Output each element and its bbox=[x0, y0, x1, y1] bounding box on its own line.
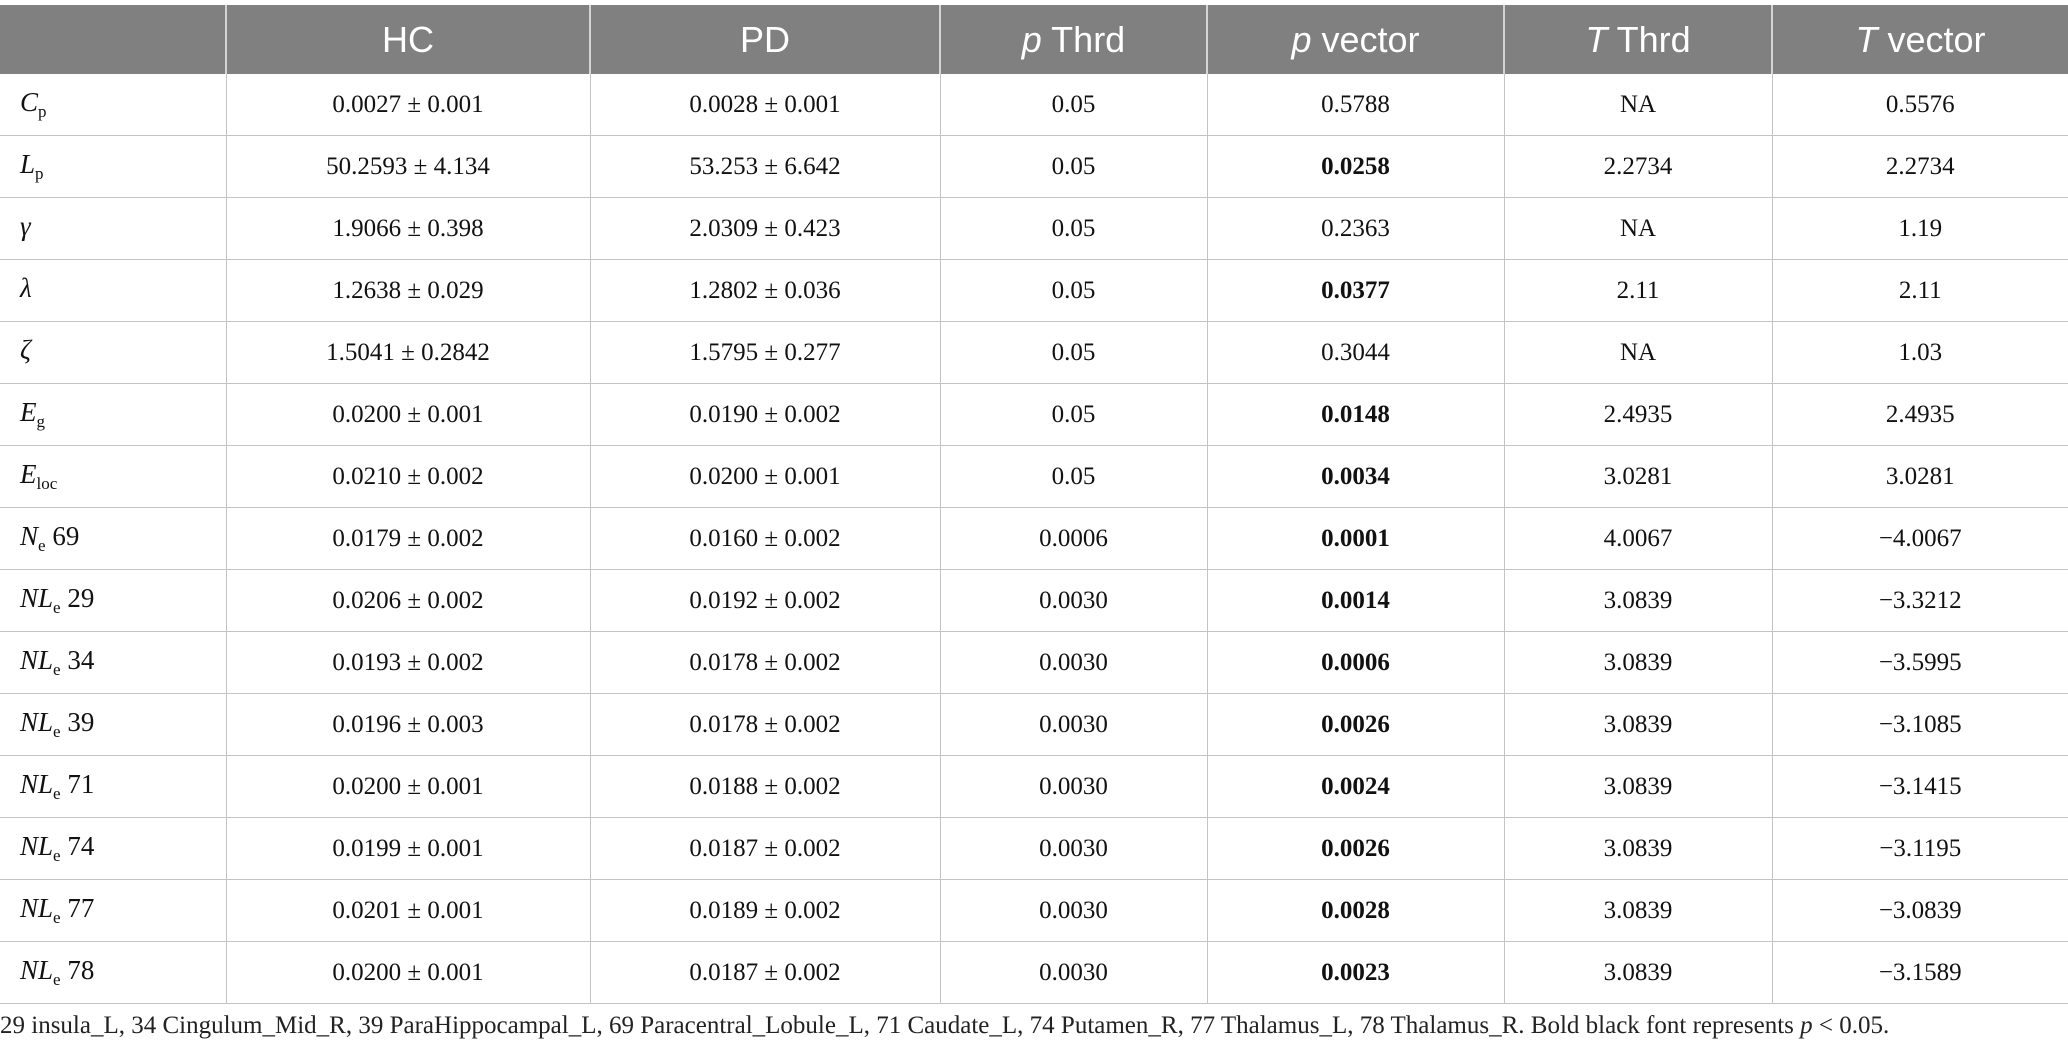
metric-symbol: NL bbox=[20, 769, 54, 799]
p-thrd-cell: 0.0030 bbox=[940, 942, 1207, 1004]
metric-symbol: NL bbox=[20, 955, 54, 985]
header-cell-p-vector: p vector bbox=[1207, 5, 1504, 74]
t-vector-cell: 3.0281 bbox=[1772, 446, 2068, 508]
table-header bbox=[0, 5, 2068, 74]
t-thrd-cell: 4.0067 bbox=[1504, 508, 1772, 570]
pd-value-cell: 0.0187 ± 0.002 bbox=[590, 942, 940, 1004]
hc-value-cell: 0.0206 ± 0.002 bbox=[226, 570, 590, 632]
p-vector-cell: 0.2363 bbox=[1207, 198, 1504, 260]
t-vector-cell: 0.5576 bbox=[1772, 74, 2068, 136]
t-thrd-cell: 3.0839 bbox=[1504, 818, 1772, 880]
metric-subscript: p bbox=[35, 164, 44, 183]
t-thrd-cell: 3.0839 bbox=[1504, 880, 1772, 942]
hc-value-cell: 0.0200 ± 0.001 bbox=[226, 384, 590, 446]
hc-value-cell: 0.0200 ± 0.001 bbox=[226, 756, 590, 818]
metric-symbol: NL bbox=[20, 707, 54, 737]
metric-suffix: 78 bbox=[60, 955, 95, 985]
p-vector-cell: 0.0028 bbox=[1207, 880, 1504, 942]
table-footnote bbox=[0, 1012, 2068, 1040]
header-cell-t-vector: T vector bbox=[1772, 5, 2068, 74]
p-vector-cell: 0.0026 bbox=[1207, 694, 1504, 756]
metric-symbol: E bbox=[20, 459, 37, 489]
pd-value-cell: 0.0187 ± 0.002 bbox=[590, 818, 940, 880]
hc-value-cell: 0.0027 ± 0.001 bbox=[226, 74, 590, 136]
metric-cell bbox=[0, 632, 226, 694]
metric-suffix: 34 bbox=[60, 645, 95, 675]
t-thrd-cell: 3.0839 bbox=[1504, 756, 1772, 818]
metric-cell bbox=[0, 384, 226, 446]
metric-subscript: e bbox=[53, 784, 61, 803]
pd-value-cell: 0.0188 ± 0.002 bbox=[590, 756, 940, 818]
table-row bbox=[0, 446, 2068, 508]
metric-cell bbox=[0, 74, 226, 136]
t-thrd-cell: 2.4935 bbox=[1504, 384, 1772, 446]
p-vector-cell: 0.0377 bbox=[1207, 260, 1504, 322]
t-thrd-cell: 3.0839 bbox=[1504, 632, 1772, 694]
metric-symbol: NL bbox=[20, 645, 54, 675]
t-thrd-cell: 2.11 bbox=[1504, 260, 1772, 322]
table-row bbox=[0, 694, 2068, 756]
pd-value-cell: 0.0178 ± 0.002 bbox=[590, 632, 940, 694]
metric-cell bbox=[0, 508, 226, 570]
metric-subscript: e bbox=[53, 722, 61, 741]
hc-value-cell: 0.0196 ± 0.003 bbox=[226, 694, 590, 756]
p-vector-cell: 0.0001 bbox=[1207, 508, 1504, 570]
pd-value-cell: 0.0190 ± 0.002 bbox=[590, 384, 940, 446]
pd-value-cell: 0.0028 ± 0.001 bbox=[590, 74, 940, 136]
table-row bbox=[0, 198, 2068, 260]
pd-value-cell: 1.2802 ± 0.036 bbox=[590, 260, 940, 322]
t-thrd-cell: 3.0281 bbox=[1504, 446, 1772, 508]
hc-value-cell: 0.0193 ± 0.002 bbox=[226, 632, 590, 694]
hc-value-cell: 0.0210 ± 0.002 bbox=[226, 446, 590, 508]
p-thrd-cell: 0.0030 bbox=[940, 880, 1207, 942]
p-vector-cell: 0.0024 bbox=[1207, 756, 1504, 818]
table-row bbox=[0, 508, 2068, 570]
metric-cell bbox=[0, 260, 226, 322]
pd-value-cell: 1.5795 ± 0.277 bbox=[590, 322, 940, 384]
hc-value-cell: 0.0179 ± 0.002 bbox=[226, 508, 590, 570]
metric-cell bbox=[0, 570, 226, 632]
metric-subscript: loc bbox=[36, 474, 58, 493]
pd-value-cell: 53.253 ± 6.642 bbox=[590, 136, 940, 198]
p-thrd-cell: 0.0030 bbox=[940, 694, 1207, 756]
metric-cell bbox=[0, 446, 226, 508]
p-vector-cell: 0.0034 bbox=[1207, 446, 1504, 508]
p-thrd-cell: 0.0030 bbox=[940, 570, 1207, 632]
table-row bbox=[0, 322, 2068, 384]
header-cell-metric bbox=[0, 5, 226, 74]
p-vector-cell: 0.3044 bbox=[1207, 322, 1504, 384]
hc-value-cell: 1.5041 ± 0.2842 bbox=[226, 322, 590, 384]
footnote-text: 29 insula_L, 34 Cingulum_Mid_R, 39 ParaHippocampal_L, 69 Paracentral_Lobule_L, 71 Caudate_L, 74 Putamen_R, 77 Thalamus_L, 78 Thalamus_R. Bold black font represents bbox=[0, 1012, 1801, 1039]
metric-suffix: 69 bbox=[45, 521, 80, 551]
metric-symbol: L bbox=[20, 149, 36, 179]
metric-symbol: N bbox=[20, 521, 39, 551]
table-row bbox=[0, 942, 2068, 1004]
p-vector-cell: 0.0148 bbox=[1207, 384, 1504, 446]
footnote-p-symbol: p bbox=[1800, 1012, 1813, 1039]
t-thrd-cell: NA bbox=[1504, 198, 1772, 260]
p-vector-cell: 0.0014 bbox=[1207, 570, 1504, 632]
t-vector-cell: 1.03 bbox=[1772, 322, 2068, 384]
metric-symbol: NL bbox=[20, 831, 54, 861]
table-row bbox=[0, 136, 2068, 198]
table-row bbox=[0, 818, 2068, 880]
metric-subscript: p bbox=[38, 102, 47, 121]
header-cell-pd: PD bbox=[590, 5, 940, 74]
hc-value-cell: 1.2638 ± 0.029 bbox=[226, 260, 590, 322]
metric-cell bbox=[0, 198, 226, 260]
p-vector-cell: 0.0023 bbox=[1207, 942, 1504, 1004]
metric-subscript: e bbox=[53, 970, 61, 989]
hc-value-cell: 1.9066 ± 0.398 bbox=[226, 198, 590, 260]
metric-suffix: 74 bbox=[60, 831, 95, 861]
metric-suffix: 77 bbox=[60, 893, 95, 923]
p-thrd-cell: 0.0030 bbox=[940, 632, 1207, 694]
t-thrd-cell: 3.0839 bbox=[1504, 942, 1772, 1004]
pd-value-cell: 0.0178 ± 0.002 bbox=[590, 694, 940, 756]
t-vector-cell: −3.1085 bbox=[1772, 694, 2068, 756]
p-thrd-cell: 0.0030 bbox=[940, 818, 1207, 880]
table-row bbox=[0, 632, 2068, 694]
table-row bbox=[0, 756, 2068, 818]
t-thrd-cell: 3.0839 bbox=[1504, 694, 1772, 756]
pd-value-cell: 0.0189 ± 0.002 bbox=[590, 880, 940, 942]
metric-suffix: 71 bbox=[60, 769, 95, 799]
table-row bbox=[0, 74, 2068, 136]
hc-value-cell: 50.2593 ± 4.134 bbox=[226, 136, 590, 198]
metric-symbol: E bbox=[20, 397, 37, 427]
header-cell-p-thrd: p Thrd bbox=[940, 5, 1207, 74]
t-thrd-cell: NA bbox=[1504, 74, 1772, 136]
metric-subscript: e bbox=[53, 846, 61, 865]
metric-cell bbox=[0, 694, 226, 756]
t-vector-cell: −3.1195 bbox=[1772, 818, 2068, 880]
p-thrd-cell: 0.05 bbox=[940, 198, 1207, 260]
metric-cell bbox=[0, 818, 226, 880]
table-row bbox=[0, 570, 2068, 632]
footnote-tail: < 0.05. bbox=[1812, 1012, 1890, 1039]
metric-subscript: e bbox=[53, 660, 61, 679]
header-row bbox=[0, 5, 2068, 74]
p-thrd-cell: 0.05 bbox=[940, 384, 1207, 446]
metric-subscript: e bbox=[53, 908, 61, 927]
header-cell-t-thrd: T Thrd bbox=[1504, 5, 1772, 74]
metric-cell bbox=[0, 880, 226, 942]
p-thrd-cell: 0.05 bbox=[940, 446, 1207, 508]
t-vector-cell: 2.11 bbox=[1772, 260, 2068, 322]
t-vector-cell: 2.4935 bbox=[1772, 384, 2068, 446]
p-vector-cell: 0.0026 bbox=[1207, 818, 1504, 880]
pd-value-cell: 2.0309 ± 0.423 bbox=[590, 198, 940, 260]
t-vector-cell: −3.1589 bbox=[1772, 942, 2068, 1004]
header-cell-hc: HC bbox=[226, 5, 590, 74]
metric-symbol: γ bbox=[20, 211, 31, 241]
t-vector-cell: 2.2734 bbox=[1772, 136, 2068, 198]
pd-value-cell: 0.0200 ± 0.001 bbox=[590, 446, 940, 508]
hc-value-cell: 0.0199 ± 0.001 bbox=[226, 818, 590, 880]
results-table bbox=[0, 5, 2068, 1004]
table-row bbox=[0, 880, 2068, 942]
p-vector-cell: 0.5788 bbox=[1207, 74, 1504, 136]
t-thrd-cell: 3.0839 bbox=[1504, 570, 1772, 632]
table-body bbox=[0, 74, 2068, 1004]
t-vector-cell: 1.19 bbox=[1772, 198, 2068, 260]
metric-suffix: 39 bbox=[60, 707, 95, 737]
t-vector-cell: −4.0067 bbox=[1772, 508, 2068, 570]
t-vector-cell: −3.5995 bbox=[1772, 632, 2068, 694]
t-thrd-cell: NA bbox=[1504, 322, 1772, 384]
hc-value-cell: 0.0200 ± 0.001 bbox=[226, 942, 590, 1004]
p-thrd-cell: 0.0006 bbox=[940, 508, 1207, 570]
p-thrd-cell: 0.0030 bbox=[940, 756, 1207, 818]
p-thrd-cell: 0.05 bbox=[940, 136, 1207, 198]
metric-symbol: NL bbox=[20, 893, 54, 923]
metric-suffix: 29 bbox=[60, 583, 95, 613]
t-vector-cell: −3.3212 bbox=[1772, 570, 2068, 632]
t-vector-cell: −3.0839 bbox=[1772, 880, 2068, 942]
metric-cell bbox=[0, 942, 226, 1004]
pd-value-cell: 0.0192 ± 0.002 bbox=[590, 570, 940, 632]
pd-value-cell: 0.0160 ± 0.002 bbox=[590, 508, 940, 570]
metric-subscript: e bbox=[38, 536, 46, 555]
t-thrd-cell: 2.2734 bbox=[1504, 136, 1772, 198]
p-thrd-cell: 0.05 bbox=[940, 74, 1207, 136]
table-row bbox=[0, 260, 2068, 322]
metric-symbol: ζ bbox=[20, 335, 31, 365]
metric-cell bbox=[0, 322, 226, 384]
p-vector-cell: 0.0006 bbox=[1207, 632, 1504, 694]
metric-symbol: C bbox=[20, 87, 39, 117]
p-vector-cell: 0.0258 bbox=[1207, 136, 1504, 198]
table-row bbox=[0, 384, 2068, 446]
metric-symbol: NL bbox=[20, 583, 54, 613]
p-thrd-cell: 0.05 bbox=[940, 322, 1207, 384]
p-thrd-cell: 0.05 bbox=[940, 260, 1207, 322]
metric-subscript: g bbox=[36, 412, 45, 431]
metric-cell bbox=[0, 136, 226, 198]
metric-subscript: e bbox=[53, 598, 61, 617]
t-vector-cell: −3.1415 bbox=[1772, 756, 2068, 818]
metric-cell bbox=[0, 756, 226, 818]
hc-value-cell: 0.0201 ± 0.001 bbox=[226, 880, 590, 942]
metric-symbol: λ bbox=[20, 273, 32, 303]
